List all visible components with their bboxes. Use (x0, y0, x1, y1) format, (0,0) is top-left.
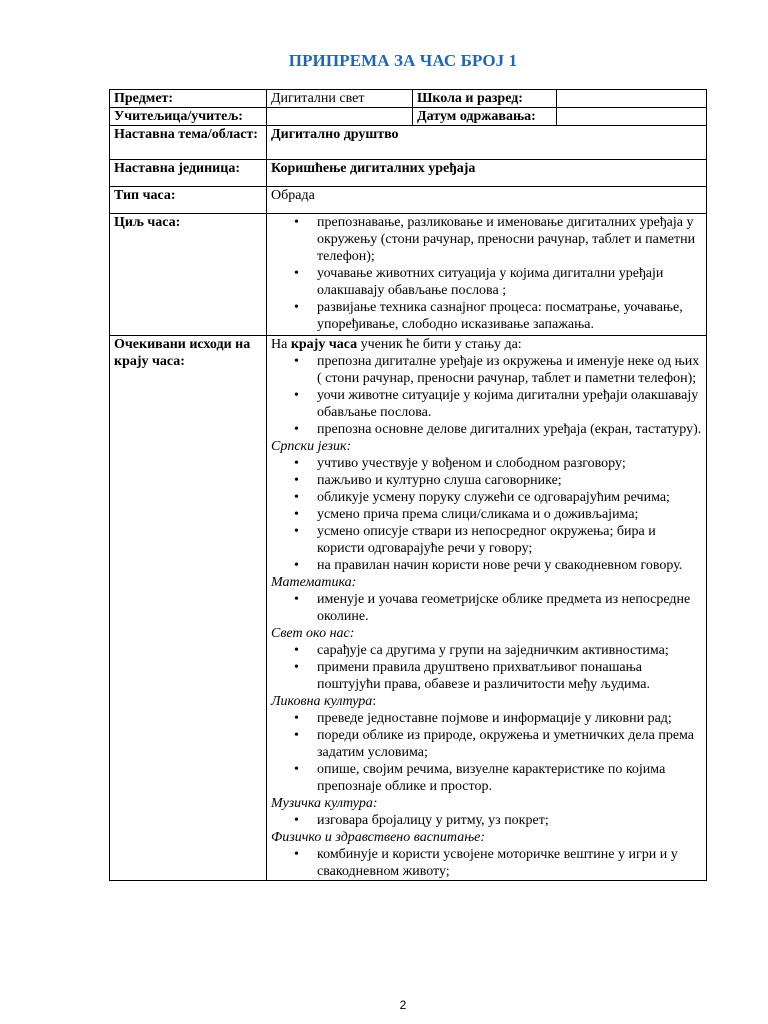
art-heading-colon: : (372, 694, 377, 709)
art-item: • пореди облике из природе, окружења и уметничких дела према задатим условима; (271, 727, 704, 761)
topic-value: Дигитално друштво (267, 126, 707, 160)
art-list (271, 710, 704, 795)
goal-item: • уочавање животних ситуација у којима дигитални уређаји олакшавају обављање послова ; (271, 265, 704, 299)
pe-list (271, 846, 704, 880)
page-number: 2 (399, 998, 407, 1012)
serbian-list (271, 455, 704, 574)
date-label: Датум одржавања: (413, 108, 557, 126)
world-heading: Свет око нас: (271, 626, 355, 641)
pe-heading: Физичко и здравствено васпитање: (271, 830, 486, 845)
serbian-item: • усмено описује ствари из непосредног окружења; бира и користи одговарајуће речи у говору; (271, 523, 704, 557)
art-item: • преведе једноставне појмове и информације у ликовни рад; (271, 710, 704, 727)
outcomes-intro-suffix: ученик ће бити у стању да: (357, 337, 522, 352)
art-heading-text: Ликовна култура (271, 694, 373, 709)
goal-item: • развијање техника сазнајног процеса: посматрање, уочавање, упоређивање, слободно исказивање запажања. (271, 299, 704, 333)
goal-list (271, 214, 704, 333)
teacher-value (267, 108, 413, 126)
row-goal (110, 214, 707, 336)
math-list (271, 591, 704, 625)
outcome-item: • препозна основне делове дигиталних уређаја (екран, тастатуру). (271, 421, 704, 438)
unit-label: Наставна јединица: (110, 160, 267, 187)
pe-item: • комбинује и користи усвојене моторичке вештине у игри и у свакодневном животу; (271, 846, 704, 880)
outcome-item: • уочи животне ситуације у којима дигитални уређаји олакшавају обављање послова. (271, 387, 704, 421)
math-item: • именује и уочава геометријске облике предмета из непосредне околине. (271, 591, 704, 625)
serbian-item: • учтиво учествује у вођеном и слободном разговору; (271, 455, 704, 472)
outcomes-intro (271, 336, 704, 353)
outcomes-intro-bold: крају часа (290, 337, 358, 352)
outcomes-main-list (271, 353, 704, 438)
goal-item: • препознавање, разликовање и именовање дигиталних уређаја у окружењу (стони рачунар, преносни рачунар, таблет и паметни телефон); (271, 214, 704, 265)
school-value (557, 90, 707, 108)
world-list (271, 642, 704, 693)
math-heading: Математика: (271, 575, 357, 590)
serbian-item: • пажљиво и културно слуша саговорнике; (271, 472, 704, 489)
school-label: Школа и разред: (413, 90, 557, 108)
date-value (557, 108, 707, 126)
lesson-plan-table (109, 89, 707, 881)
row-topic (110, 126, 707, 160)
type-value: Обрада (267, 187, 707, 214)
outcome-item: • препозна дигиталне уређаје из окружења и именује неке од њих ( стони рачунар, преносни рачунар, таблет и паметни телефон); (271, 353, 704, 387)
page-title: ПРИПРЕМА ЗА ЧАС БРОЈ 1 (288, 51, 518, 70)
goal-cell (267, 214, 707, 336)
unit-value: Коришћење дигиталних уређаја (267, 160, 707, 187)
row-type (110, 187, 707, 214)
topic-label: Наставна тема/област: (110, 126, 267, 160)
serbian-item: • на правилан начин користи нове речи у свакодневном говору. (271, 557, 704, 574)
outcomes-intro-prefix: На (271, 337, 291, 352)
serbian-item: • обликује усмену поруку служећи се одговарајућим речима; (271, 489, 704, 506)
art-heading (271, 693, 704, 710)
art-item: • опише, својим речима, визуелне карактеристике по којима препознаје облике и простор. (271, 761, 704, 795)
goal-label: Циљ часа: (110, 214, 267, 336)
row-outcomes (110, 336, 707, 881)
world-item: • сарађује са другима у групи на заједничким активностима; (271, 642, 704, 659)
teacher-label: Учитељица/учитељ: (110, 108, 267, 126)
row-unit (110, 160, 707, 187)
row-subject (110, 90, 707, 108)
row-teacher (110, 108, 707, 126)
music-heading: Музичка култура: (271, 796, 378, 811)
subject-value: Дигитални свет (267, 90, 413, 108)
music-list (271, 812, 704, 829)
outcomes-label: Очекивани исходи на крају часа: (110, 336, 267, 881)
type-label: Тип часа: (110, 187, 267, 214)
outcomes-cell (267, 336, 707, 881)
serbian-heading: Српски језик: (271, 439, 352, 454)
music-item: • изговара бројалицу у ритму, уз покрет; (271, 812, 704, 829)
serbian-item: • усмено прича према слици/сликама и о доживљајима; (271, 506, 704, 523)
world-item: • примени правила друштвено прихватљивог понашања поштујући права, обавезе и различитости међу људима. (271, 659, 704, 693)
subject-label: Предмет: (110, 90, 267, 108)
